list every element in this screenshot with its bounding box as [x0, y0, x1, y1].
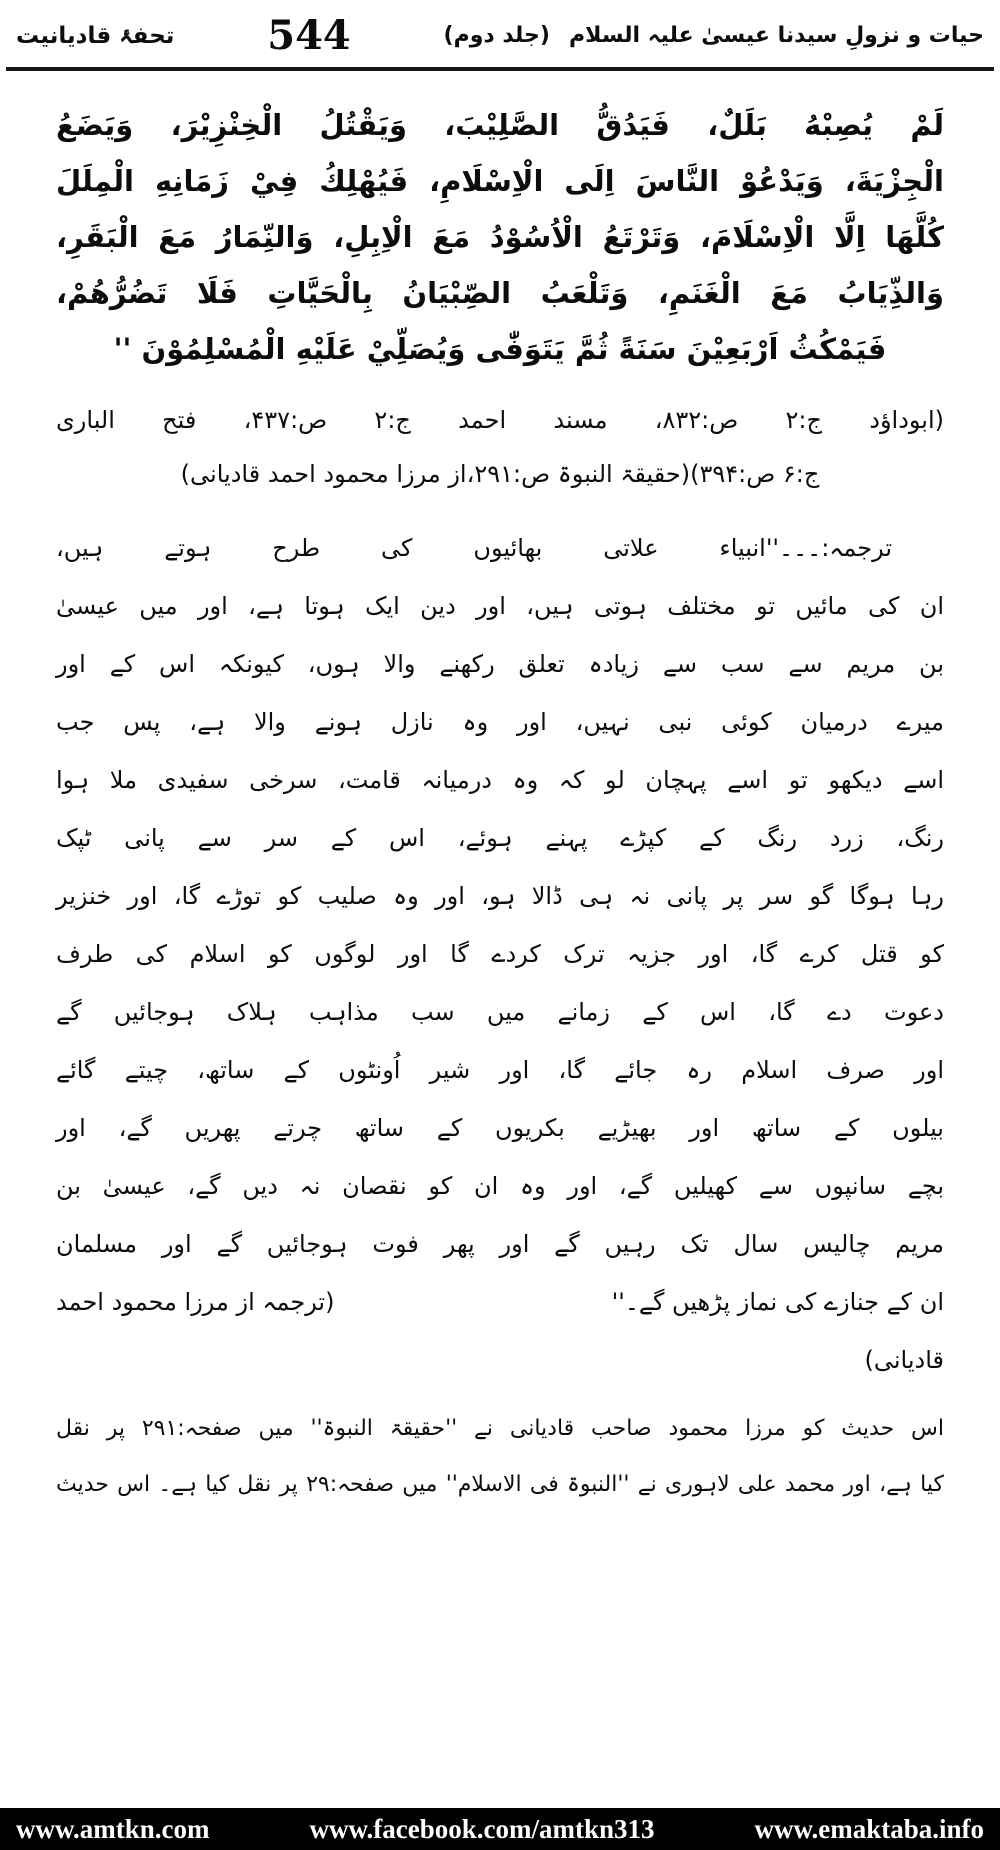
translation-line: ان کی مائیں تو مختلف ہوتی ہیں، اور دین ایک ہوتا ہے، اور میں عیسیٰ [56, 592, 944, 620]
attribution-line [56, 1273, 944, 1331]
chapter-title: حیات و نزولِ سیدنا عیسیٰ علیہ السلام [569, 23, 984, 48]
translation-line: میرے درمیان کوئی نبی نہیں، اور وہ نازل ہونے والا ہے، پس جب [56, 708, 944, 736]
translation-line: مریم چالیس سال تک رہیں گے اور پھر فوت ہوجائیں گے اور مسلمان [56, 1230, 944, 1258]
translation-line: اسے دیکھو تو اسے پہچان لو کہ وہ درمیانہ قامت، سرخی سفیدی ملا ہوا [56, 766, 944, 794]
book-title: تحفۂ قادیانیت [16, 22, 175, 49]
translation-line: کو قتل کرے گا، اور جزیہ ترک کردے گا اور لوگوں کو اسلام کی طرف [56, 940, 944, 968]
arabic-line-1: لَمْ يُصِبْهُ بَلَلٌ، فَيَدُقُّ الصَّلِيْبَ، وَيَقْتُلُ الْخِنْزِيْرَ، وَيَضَعُ [56, 108, 944, 142]
arabic-line-2: الْجِزْيَةَ، وَيَدْعُوْ النَّاسَ اِلَى الْاِسْلَامِ، فَيُهْلِكُ فِيْ زَمَانِهِ الْمِلَلَ [56, 164, 944, 198]
footer-link-facebook: www.facebook.com/amtkn313 [309, 1813, 655, 1844]
page-header [6, 0, 994, 71]
footer-link-emaktaba: www.emaktaba.info [754, 1813, 984, 1844]
footer-bar [0, 1808, 1000, 1850]
translator-attribution: (ترجمہ از مرزا محمود احمد [56, 1288, 335, 1316]
page-number: 544 [267, 12, 351, 59]
translation-line: ترجمہ:۔۔۔''انبیاء علاتی بھائیوں کی طرح ہوتے ہیں، [56, 534, 892, 562]
arabic-hadith-block [56, 97, 944, 377]
translation-line: اور صرف اسلام رہ جائے گا، اور شیر اُونٹوں کے ساتھ، چیتے گائے [56, 1056, 944, 1084]
volume-label: (جلد دوم) [443, 23, 550, 48]
footer-link-amtkn: www.amtkn.com [16, 1813, 210, 1844]
reference-line-1: (ابوداؤد ج:۲ ص:۸۳۲، مسند احمد ج:۲ ص:۴۳۷، فتح الباری [56, 406, 944, 434]
closing-paragraph [56, 1401, 944, 1513]
translation-line: رنگ، زرد رنگ کے کپڑے پہنے ہوئے، اس کے سر سے پانی ٹپک [56, 824, 944, 852]
translation-end-text: ان کے جنازے کی نماز پڑھیں گے۔'' [611, 1288, 944, 1316]
translation-block [56, 519, 944, 1389]
header-right-group [444, 23, 984, 48]
translation-line: بیلوں کے ساتھ اور بھیڑیے بکریوں کے ساتھ چرتے پھریں گے، اور [56, 1114, 944, 1142]
translation-line: بچے سانپوں سے کھیلیں گے، اور وہ ان کو نقصان نہ دیں گے، عیسیٰ بن [56, 1172, 944, 1200]
page-content [0, 97, 1000, 1513]
reference-block [56, 393, 944, 501]
arabic-line-3: كُلَّهَا اِلَّا الْاِسْلَامَ، وَتَرْتَعُ الْاُسُوْدُ مَعَ الْاِبِلِ، وَالنِّمَارُ مَعَ الْبَقَرِ، [56, 220, 944, 254]
arabic-line-5: فَيَمْكُثُ اَرْبَعِيْنَ سَنَةً ثُمَّ يَتَوَفّٰى وَيُصَلِّيْ عَلَيْهِ الْمُسْلِمُوْنَ '' [113, 332, 887, 366]
reference-line-2: ج:۶ ص:۳۹۴)(حقیقۃ النبوۃ ص:۲۹۱،از مرزا محمود احمد قادیانی) [180, 460, 820, 488]
closing-line-1: اس حدیث کو مرزا محمود صاحب قادیانی نے ''حقیقۃ النبوۃ'' میں صفحہ:۲۹۱ پر نقل [56, 1416, 944, 1441]
translation-line: بن مریم سے سب سے زیادہ تعلق رکھنے والا ہوں، کیونکہ اس کے اور [56, 650, 944, 678]
attribution-continuation: قادیانی) [864, 1346, 944, 1374]
translation-line: دعوت دے گا، اس کے زمانے میں سب مذاہب ہلاک ہوجائیں گے [56, 998, 944, 1026]
translation-line: رہا ہوگا گو سر پر پانی نہ ہی ڈالا ہو، اور وہ صلیب کو توڑے گا، اور خنزیر [56, 882, 944, 910]
closing-line-2: کیا ہے، اور محمد علی لاہوری نے ''النبوۃ فی الاسلام'' میں صفحہ:۲۹ پر نقل کیا ہے۔ اس حدیث [56, 1472, 944, 1497]
arabic-line-4: وَالذِّيَابُ مَعَ الْغَنَمِ، وَتَلْعَبُ الصِّبْيَانُ بِالْحَيَّاتِ فَلَا تَضُرُّهُمْ، [56, 276, 944, 310]
